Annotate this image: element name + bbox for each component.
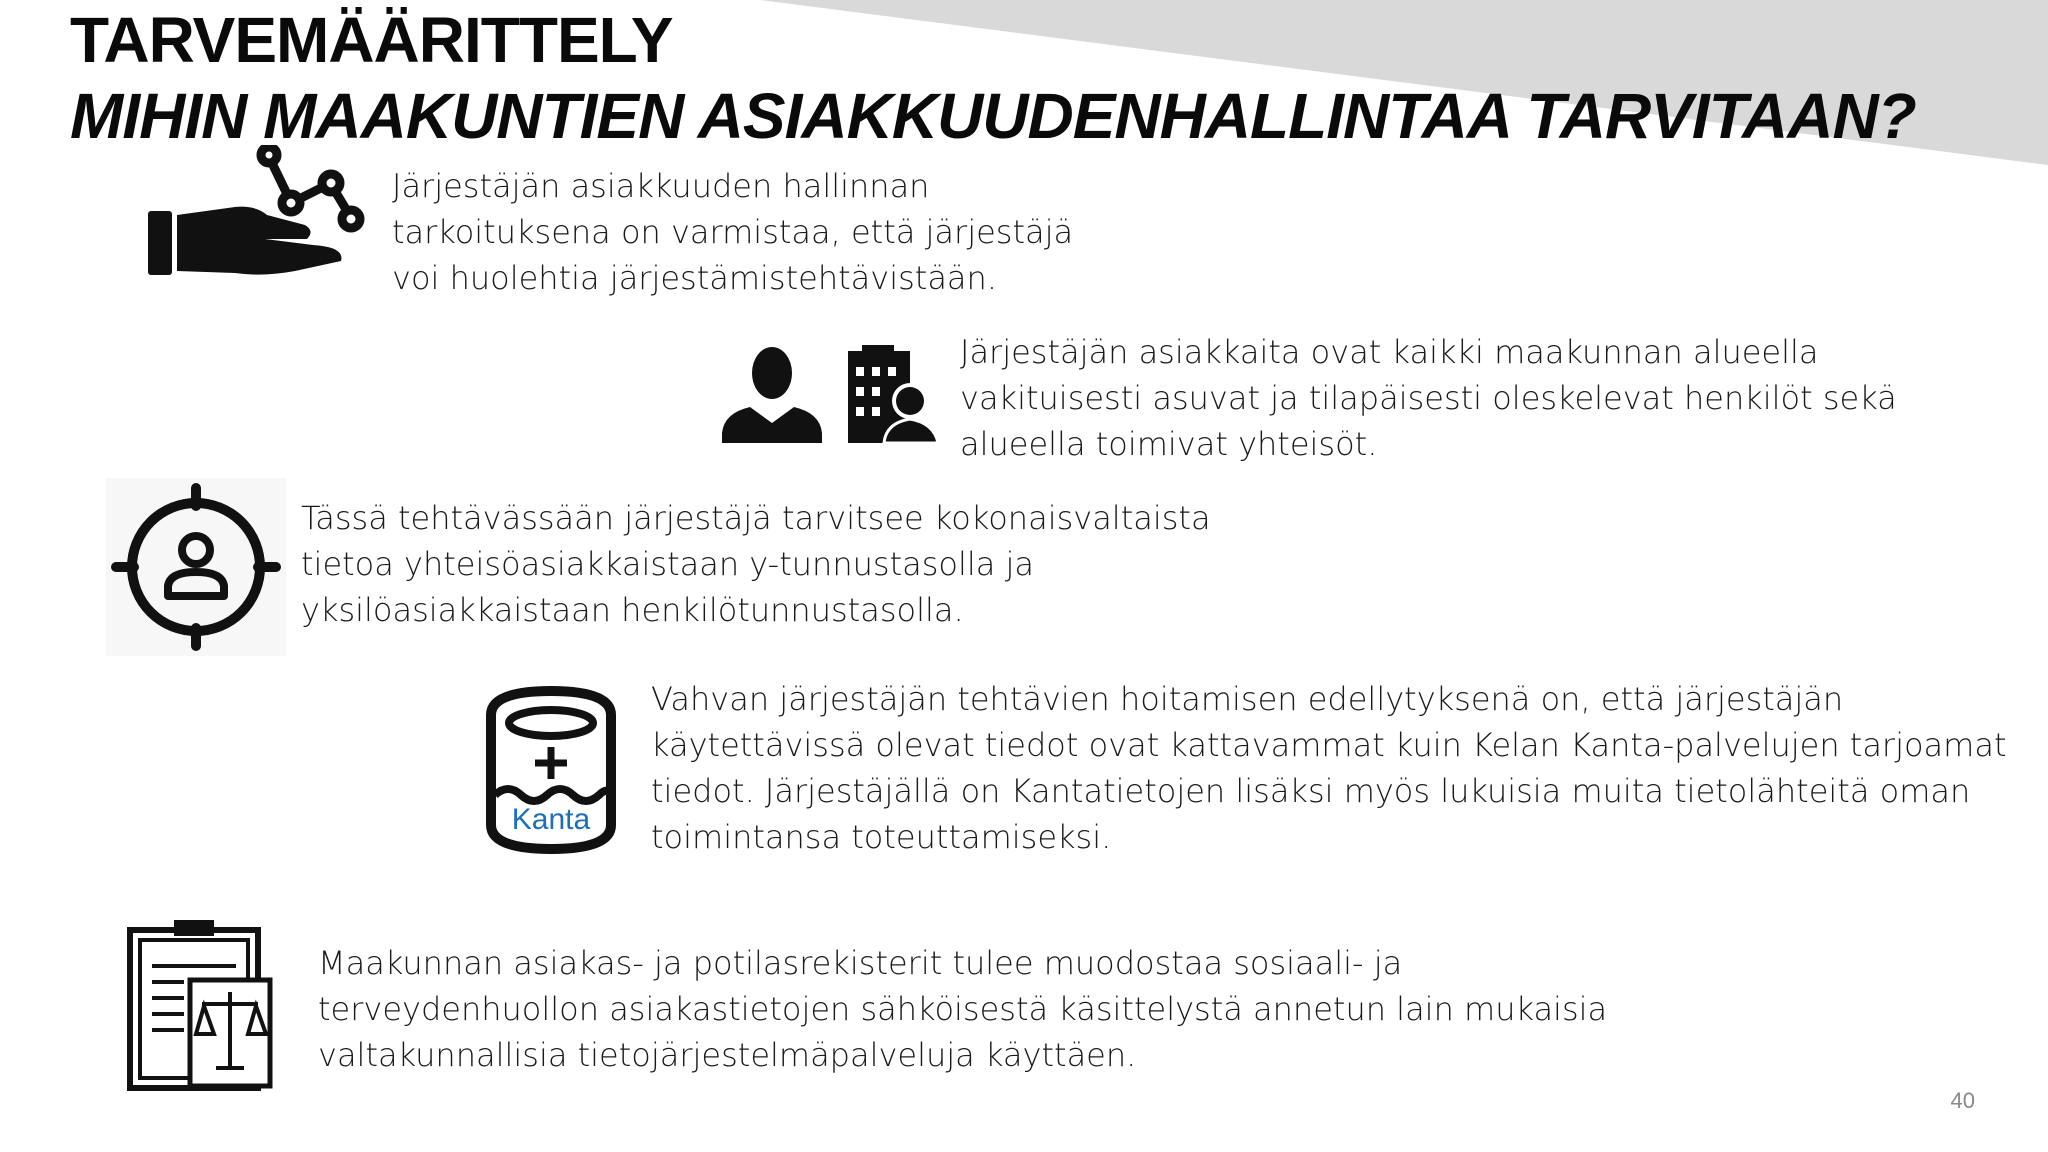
paragraph-5 xyxy=(318,940,1607,1078)
paragraph-2-text: Järjestäjän asiakkaita ovat kaikki maakunnan alueella vakituisesti asuvat ja tilapäisesti oleskelevat henkilöt sekä alueella toimivat yhteisöt. xyxy=(960,333,1897,463)
kanta-database-icon xyxy=(483,685,619,855)
clipboard-law-icon xyxy=(124,918,274,1094)
kanta-logo-text: Kanta xyxy=(511,803,591,836)
person-icon xyxy=(722,347,822,443)
building-icon xyxy=(848,345,938,443)
paragraph-1 xyxy=(392,163,1073,301)
hand-network-icon xyxy=(145,145,365,280)
paragraph-4-text: Vahvan järjestäjän tehtävien hoitamisen edellytyksenä on, että järjestäjän käytettävissä olevat tiedot ovat kattavammat kuin Kelan Kanta-palvelujen tarjoamat tiedot. Järjestäjällä on Kantatietojen lisäksi myös lukuisia muita tietolähteitä oman toimintansa toteuttamiseksi. xyxy=(651,680,2007,856)
paragraph-4 xyxy=(651,676,2006,860)
title-line-1: TARVEMÄÄRITTELY xyxy=(70,4,673,76)
paragraph-2 xyxy=(960,329,1897,467)
paragraph-5-text: Maakunnan asiakas- ja potilasrekisterit tulee muodostaa sosiaali- ja terveydenhuollon asiakastietojen sähköisestä käsittelystä annetun lain mukaisia valtakunnallisia tietojärjestelmäpalveluja käyttäen. xyxy=(318,944,1608,1074)
paragraph-3-text: Tässä tehtävässään järjestäjä tarvitsee kokonaisvaltaista tietoa yhteisöasiakkaistaan y-tunnustasolla ja yksilöasiakkaistaan henkilötunnustasolla. xyxy=(301,499,1211,629)
paragraph-3 xyxy=(301,495,1211,633)
page-number: 40 xyxy=(1950,1088,1975,1113)
paragraph-1-text: Järjestäjän asiakkuuden hallinnan tarkoituksena on varmistaa, että järjestäjä voi huolehtia järjestämistehtävistään. xyxy=(392,167,1074,297)
target-person-icon xyxy=(106,478,286,656)
person-and-building-icon xyxy=(720,345,945,445)
title-line-2: MIHIN MAAKUNTIEN ASIAKKUUDENHALLINTAA TARVITAAN? xyxy=(70,80,1916,152)
page-title xyxy=(70,2,1916,154)
